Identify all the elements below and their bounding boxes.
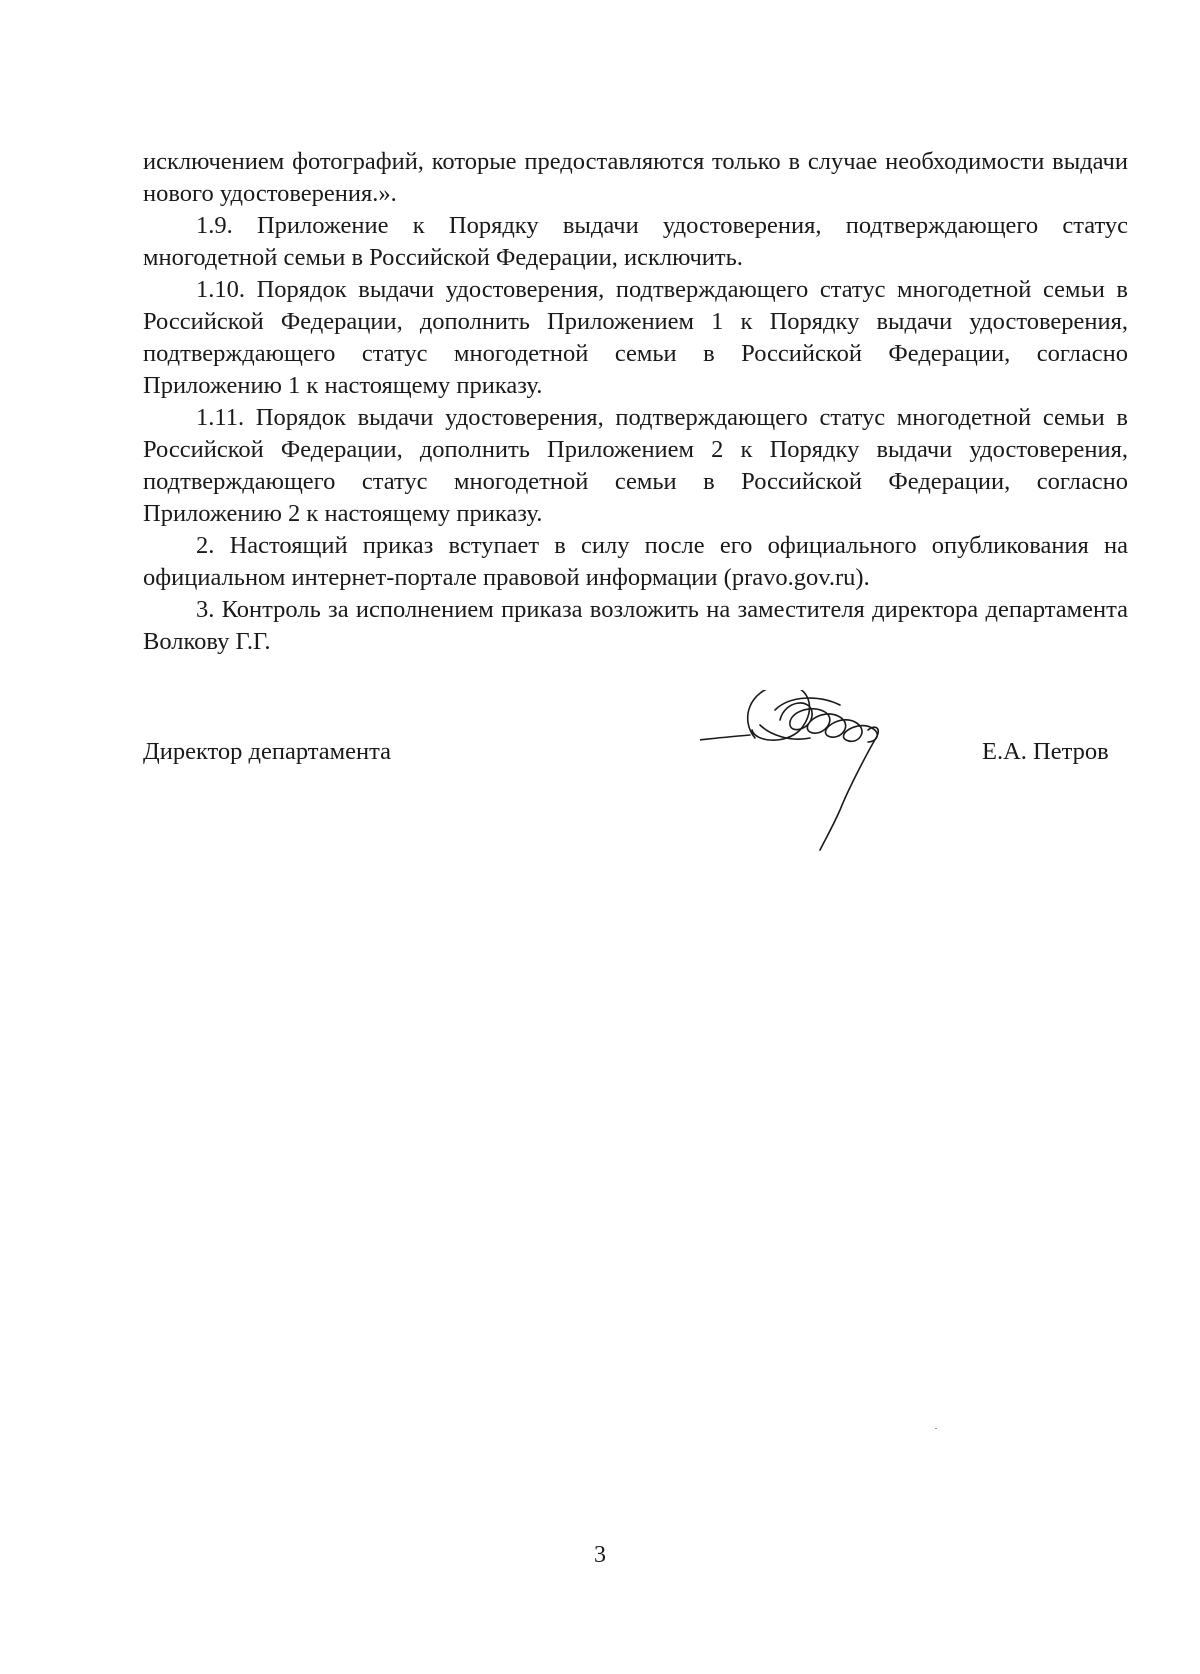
paragraph-1-11: 1.11. Порядок выдачи удостоверения, подтверждающего статус многодетной семьи в Российской Федерации, дополнить Приложением 2 к Порядку выдачи удостоверения, подтверждающего статус многодетной семьи в Российской Федерации, согласно Приложению 2 к настоящему приказу. (143, 404, 1128, 527)
paragraph-1-10: 1.10. Порядок выдачи удостоверения, подтверждающего статус многодетной семьи в Российской Федерации, дополнить Приложением 1 к Порядку выдачи удостоверения, подтверждающего статус многодетной семьи в Российской Федерации, согласно Приложению 1 к настоящему приказу. (143, 276, 1128, 399)
paragraph-2: 2. Настоящий приказ вступает в силу после его официального опубликования на официальном интернет-портале правовой информации (pravo.gov.ru). (143, 532, 1128, 591)
scan-speck (935, 1428, 937, 1429)
document-body (143, 146, 1128, 658)
paragraph-continuation: исключением фотографий, которые предоставляются только в случае необходимости выдачи нового удостоверения.». (143, 148, 1128, 207)
signatory-role: Директор департамента (143, 738, 392, 765)
handwritten-signature (700, 690, 950, 880)
signatory-name: Е.А. Петров (982, 738, 1109, 765)
paragraph-1-9: 1.9. Приложение к Порядку выдачи удостоверения, подтверждающего статус многодетной семьи в Российской Федерации, исключить. (143, 212, 1128, 271)
paragraph-3: 3. Контроль за исполнением приказа возложить на заместителя директора департамента Волкову Г.Г. (143, 596, 1128, 655)
page-number: 3 (594, 1542, 606, 1568)
